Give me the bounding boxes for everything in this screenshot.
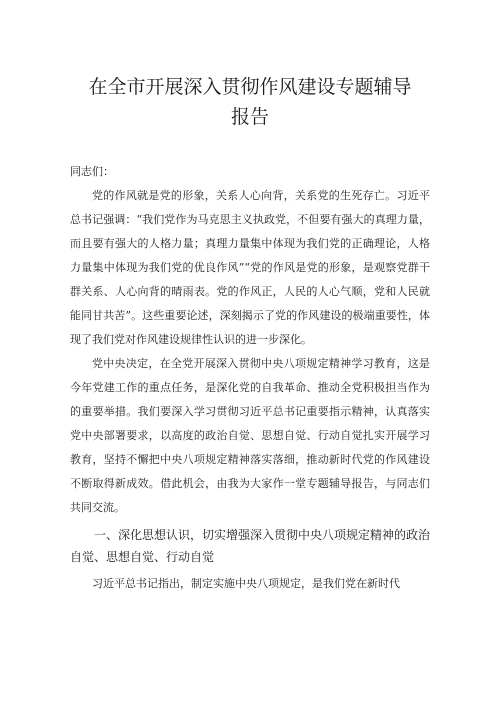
greeting: 同志们： xyxy=(70,165,114,178)
document-title: 在全市开展深入贯彻作风建设专题辅导报告 xyxy=(88,76,412,128)
paragraph-2: 党中央决定，在全党开展深入贯彻中央八项规定精神学习教育，这是今年党建工作的重点任务，是深化党的自我革命、推动全党积极担当作为的重要举措。我们要深入学习贯彻习近平总书记重要指示精神，认真落实党中央部署要求，以高度的政治自觉、思想自觉、行动自觉扎实开展学习教育，坚持不懈把中央八项规定精神落实落细，推动新时代党的作风建设不断取得新成效。借此机会，由我为大家作一堂专题辅导报告，与同志们共同交流。 xyxy=(70,357,430,514)
section-heading-1: 一、深化思想认识，切实增强深入贯彻中央八项规定精神的政治自觉、思想自觉、行动自觉 xyxy=(70,528,431,564)
section-1-paragraph: 习近平总书记指出，制定实施中央八项规定，是我们党在新时代 xyxy=(92,577,400,590)
paragraph-1: 党的作风就是党的形象，关系人心向背，关系党的生死存亡。习近平总书记强调：“我们党作为马克思主义执政党，不但要有强大的真理力量，而且要有强大的人格力量；真理力量集中体现为我们党的正确理论，人格力量集中体现为我们党的优良作风”“党的作风是党的形象，是观察党群干群关系、人心向背的晴雨表。党的作风正，人民的人心气顺，党和人民就能同甘共苦”。这些重要论述，深刻揭示了党的作风建设的极端重要性，体现了我们党对作风建设规律性认识的进一步深化。 xyxy=(70,189,430,346)
